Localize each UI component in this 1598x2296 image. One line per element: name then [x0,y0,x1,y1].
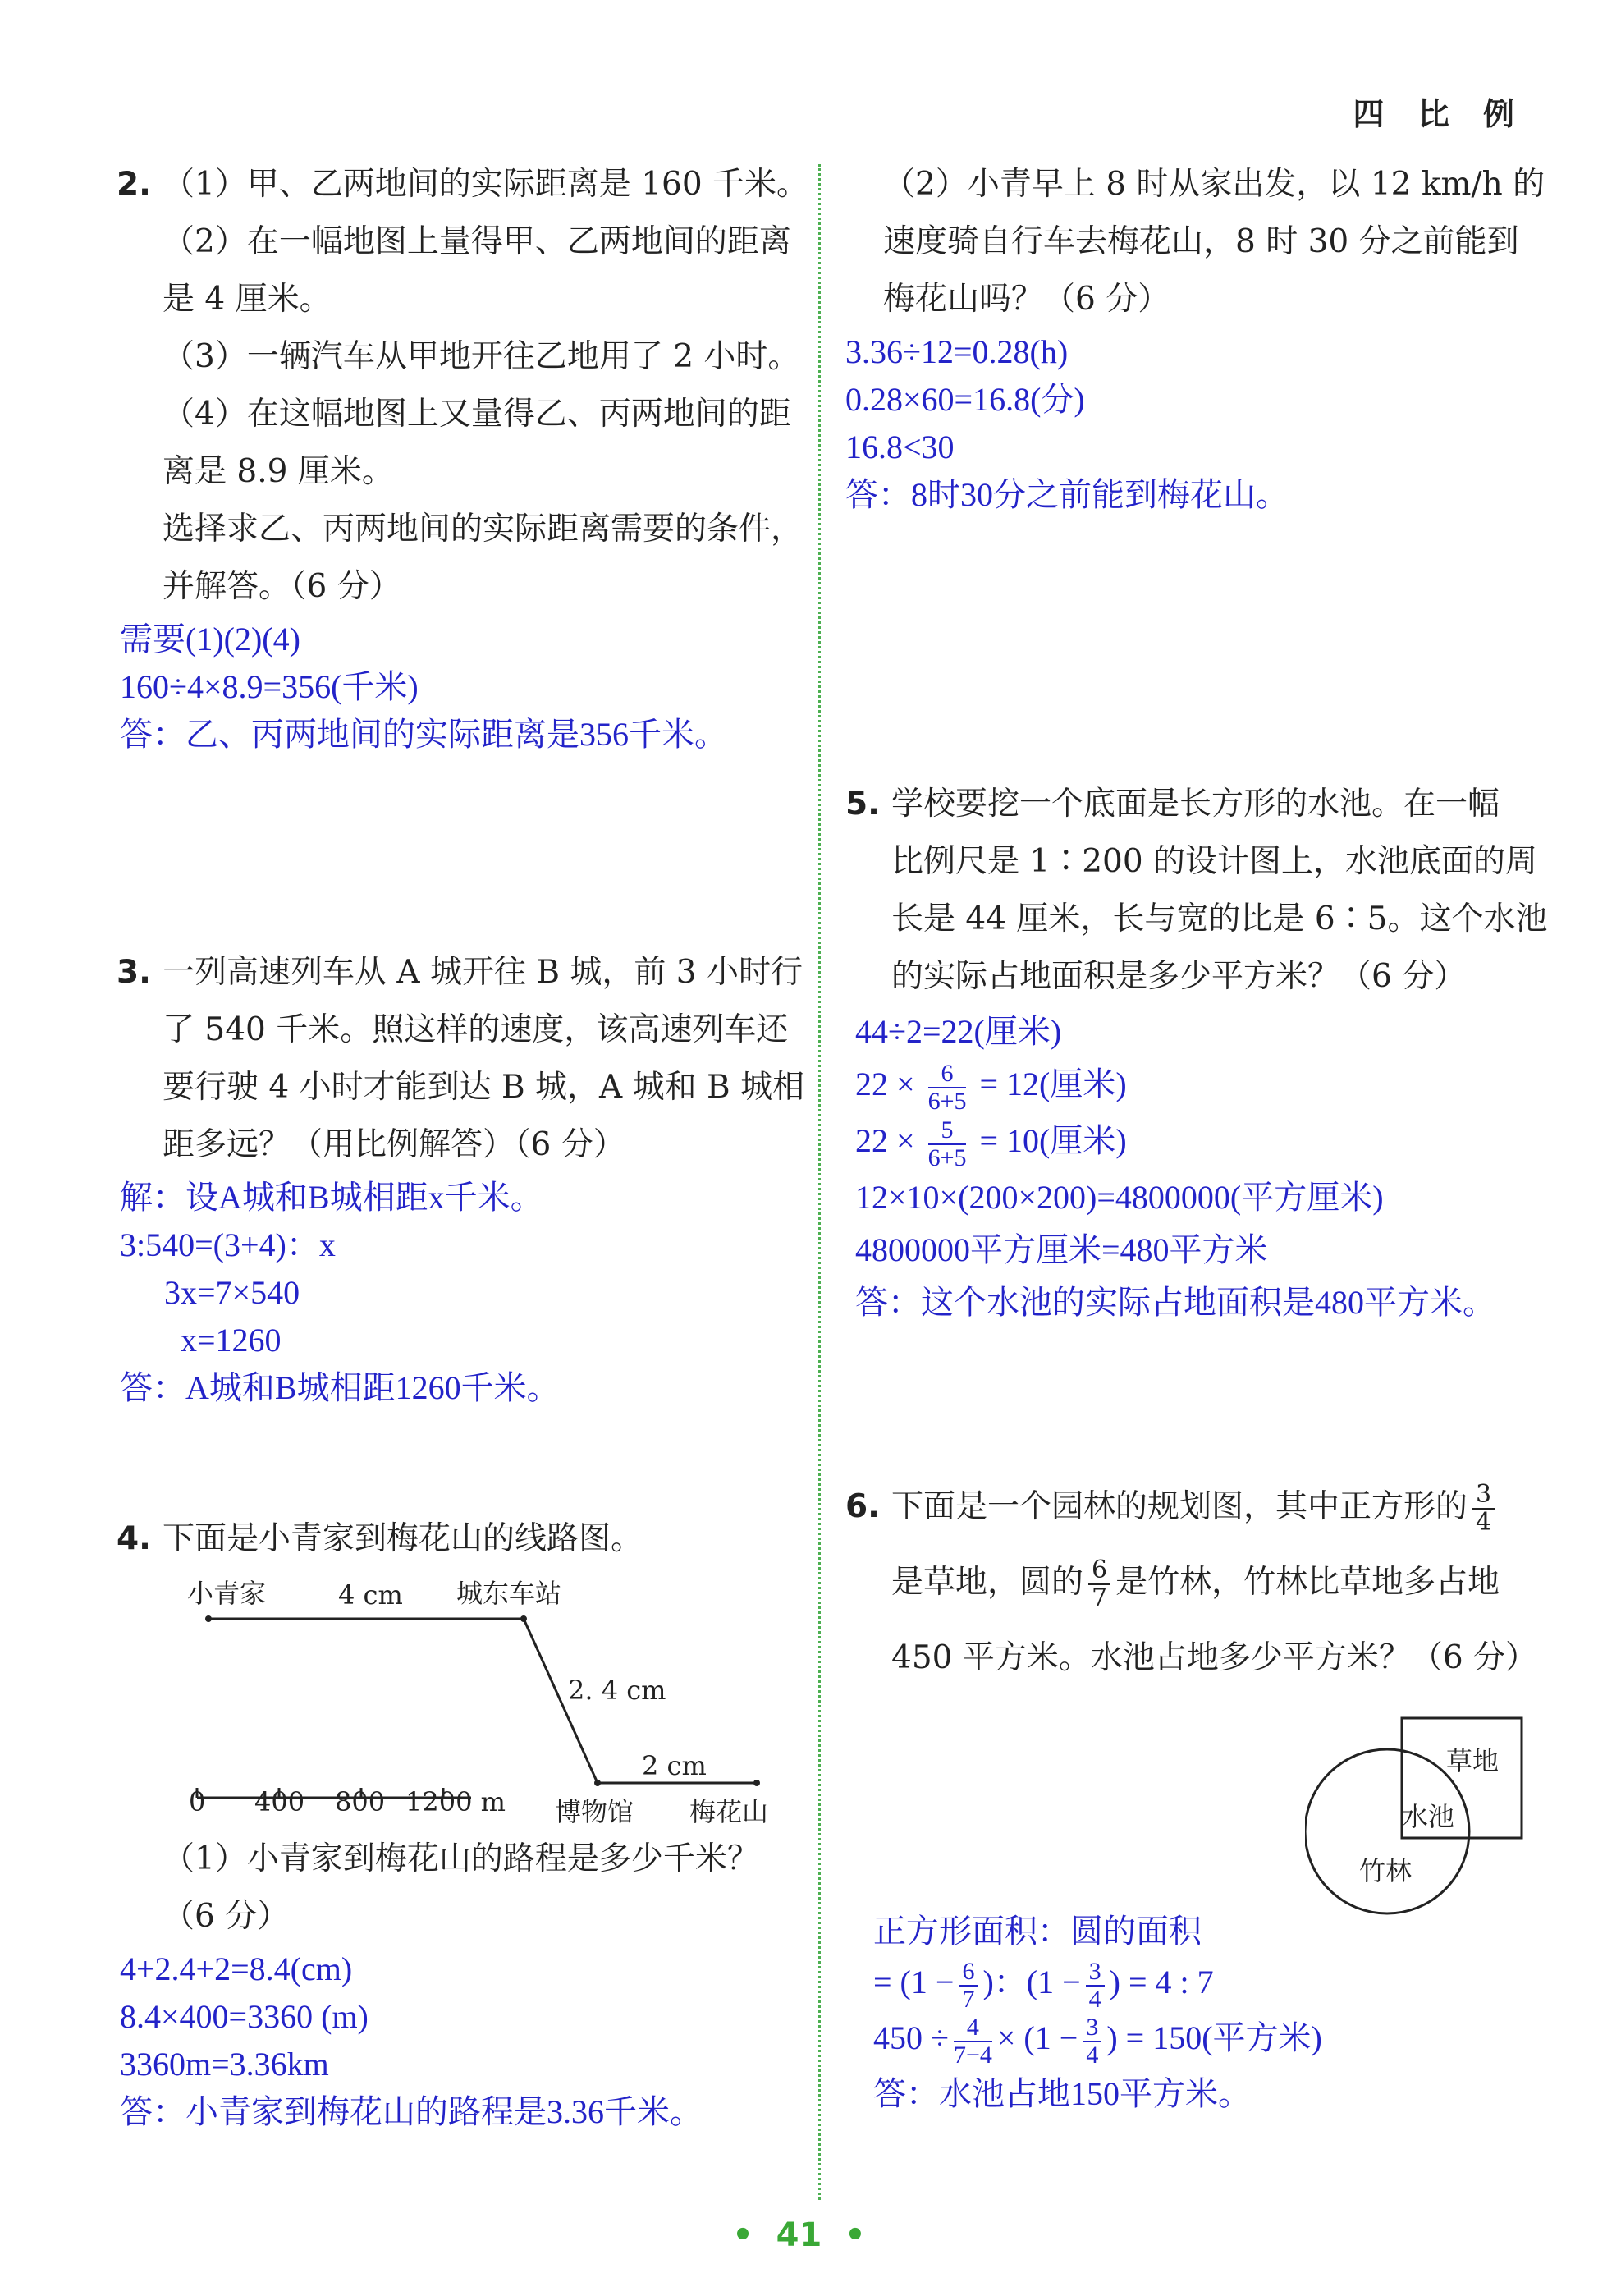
answer-line: 3:540=(3+4)：x [120,1226,336,1263]
answer-line [873,2013,1322,2069]
expr-part: × (1 − [996,2019,1078,2056]
expr-part: = 10(厘米) [979,1121,1127,1159]
answer-line [855,1115,1527,1171]
text-part: 是草地，圆的 [891,1564,1084,1601]
expr-part: 22 × [855,1121,915,1159]
answer-line: 答：A城和B城相距1260千米。 [120,1369,560,1406]
answer-block [845,328,1527,519]
text-line: 一列高速列车从 A 城开往 B 城，前 3 小时行 [163,954,804,991]
numerator: 5 [928,1117,967,1145]
answer-line: 8.4×400=3360 (m) [120,1998,369,2035]
answer-line: 答：这个水池的实际占地面积是480平方米。 [855,1283,1495,1321]
label-grass: 草地 [1446,1745,1500,1776]
answer-line: 答：8时30分之前能到梅花山。 [845,476,1289,513]
answer-block [855,1006,1527,1329]
text-line: 长是 44 厘米，长与宽的比是 6∶5。这个水池 [891,901,1548,937]
expr-part: ) = 4 : 7 [1109,1964,1214,2000]
fraction [928,1117,967,1171]
numerator: 3 [1086,1959,1105,1987]
answer-line: 3x=7×540 [164,1274,300,1311]
answer-line: 160÷4×8.9=356(千米) [120,668,419,705]
text-line: 450 平方米。水池占地多少平方米？（6 分） [891,1639,1538,1676]
answer-line: 4800000平方厘米=480平方米 [855,1230,1268,1268]
answer-line: x=1260 [181,1322,282,1359]
label-segment-3: 2 cm [642,1750,707,1781]
text-line: 并解答。（6 分） [163,568,401,605]
label-museum: 博物馆 [555,1796,634,1827]
text-line: 要行驶 4 小时才能到达 B 城，A 城和 B 城相 [163,1069,805,1106]
denominator: 7 [962,1985,975,2013]
text-line: （1）小青家到梅花山的路程是多少千米？ [163,1840,759,1877]
question-4-part-1 [117,1831,798,2136]
label-segment-1: 4 cm [338,1579,403,1611]
text-line: （2）在一幅地图上量得甲、乙两地间的距离 [163,223,791,260]
text-line: 是 4 厘米。 [163,281,332,318]
scale-label: 1200 m [405,1786,506,1817]
question-4-part-2 [845,156,1545,519]
answer-block [120,1174,798,1412]
answer-line: 3360m=3.36km [120,2046,329,2083]
answer-line: 3.36÷12=0.28(h) [845,333,1069,370]
fraction [1088,1557,1110,1611]
text-line: （3）一辆汽车从甲地开往乙地用了 2 小时。 [163,338,800,375]
question-number: 2. [117,166,151,203]
answer-line: 4+2.4+2=8.4(cm) [120,1950,353,1987]
label-segment-2: 2. 4 cm [568,1675,666,1706]
expr-part: = 12(厘米) [979,1066,1127,1102]
text-line [891,1545,1527,1620]
fraction [1086,1959,1105,2013]
answer-line: 正方形面积：圆的面积 [873,1913,1202,1950]
numerator: 4 [954,2014,992,2042]
question-6-answer [873,1906,1322,2120]
numerator: 6 [1088,1557,1110,1585]
text-line: （4）在这幅地图上又量得乙、丙两地间的距 [163,396,791,433]
question-number: 6. [845,1488,880,1525]
page-number-value: 41 [776,2216,822,2254]
numerator: 3 [1472,1482,1495,1510]
label-mountain: 梅花山 [689,1796,769,1827]
text-line: 的实际占地面积是多少平方米？（6 分） [891,958,1467,995]
text-line: 距多远？（用比例解答）（6 分） [163,1126,625,1163]
text-line: 离是 8.9 厘米。 [163,453,394,490]
page-number: • 41 • [732,2216,866,2254]
text-line: 了 540 千米。照这样的速度，该高速列车还 [163,1011,789,1048]
expr-part: )：(1 − [982,1964,1081,2000]
scale-label: 400 [254,1786,305,1817]
question-6 [845,1469,1538,1696]
label-station: 城东车站 [456,1578,562,1609]
fraction [1472,1482,1495,1536]
scale-label: 800 [335,1786,386,1817]
expr-part: 450 ÷ [873,2019,949,2056]
numerator: 6 [959,1959,978,1987]
denominator: 4 [1088,1985,1101,2013]
question-number: 4. [117,1520,151,1557]
question-3 [117,944,805,1412]
answer-block [120,616,798,758]
answer-line: 答：小青家到梅花山的路程是3.36千米。 [120,2093,703,2130]
denominator: 7 [1092,1583,1108,1612]
answer-line: 解：设A城和B城相距x千米。 [120,1179,543,1216]
numerator: 6 [928,1061,967,1088]
denominator: 7−4 [953,2041,992,2069]
text-line: 速度骑自行车去梅花山，8 时 30 分之前能到 [883,223,1519,260]
question-number: 5. [845,786,880,823]
chapter-header: 四 比 例 [1353,96,1526,132]
label-home: 小青家 [187,1578,267,1609]
text-line: （6 分） [163,1898,290,1935]
answer-line [855,1058,1527,1115]
answer-line [873,1957,1322,2013]
expr-part: ) = 150(平方米) [1106,2019,1322,2056]
text-part: 是竹林，竹林比草地多占地 [1115,1564,1500,1601]
answer-line: 12×10×(200×200)=4800000(平方厘米) [855,1178,1384,1216]
expr-part: 22 × [855,1066,915,1102]
answer-line: 0.28×60=16.8(分) [845,381,1085,418]
answer-line: 答：乙、丙两地间的实际距离是356千米。 [120,716,727,753]
fraction [959,1959,978,2013]
text-line: 学校要挖一个底面是长方形的水池。在一幅 [891,786,1500,823]
numerator: 3 [1083,2014,1101,2042]
expr-part: = (1 − [873,1964,955,2000]
question-5 [845,776,1548,1329]
denominator: 6+5 [927,1143,967,1171]
answer-line: 16.8<30 [845,428,955,465]
fraction [928,1061,967,1115]
label-bamboo: 竹林 [1359,1855,1413,1886]
answer-line: 答：水池占地150平方米。 [873,2074,1251,2112]
text-line: （1）甲、乙两地间的实际距离是 160 千米。 [163,166,809,203]
answer-line: 44÷2=22(厘米) [855,1013,1062,1050]
text-line: （2）小青早上 8 时从家出发，以 12 km/h 的 [883,166,1545,203]
column-divider [818,164,821,2200]
denominator: 4 [1086,2041,1099,2069]
answer-block [120,1945,798,2136]
text-part: 下面是一个园林的规划图，其中正方形的 [891,1488,1468,1525]
question-2 [117,156,809,758]
text-line: 梅花山吗？（6 分） [883,281,1170,318]
text-line [891,1469,1527,1545]
denominator: 6+5 [927,1087,967,1115]
fraction [1083,2014,1101,2069]
label-pond: 水池 [1402,1801,1455,1832]
denominator: 4 [1476,1508,1492,1537]
question-number: 3. [117,954,151,991]
text-line: 下面是小青家到梅花山的线路图。 [163,1520,643,1557]
text-line: 比例尺是 1∶200 的设计图上，水池底面的周 [891,843,1538,880]
text-line: 选择求乙、丙两地间的实际距离需要的条件， [163,511,804,548]
fraction [954,2014,992,2069]
scale-label: 0 [189,1786,206,1817]
answer-line: 需要(1)(2)(4) [120,621,300,658]
